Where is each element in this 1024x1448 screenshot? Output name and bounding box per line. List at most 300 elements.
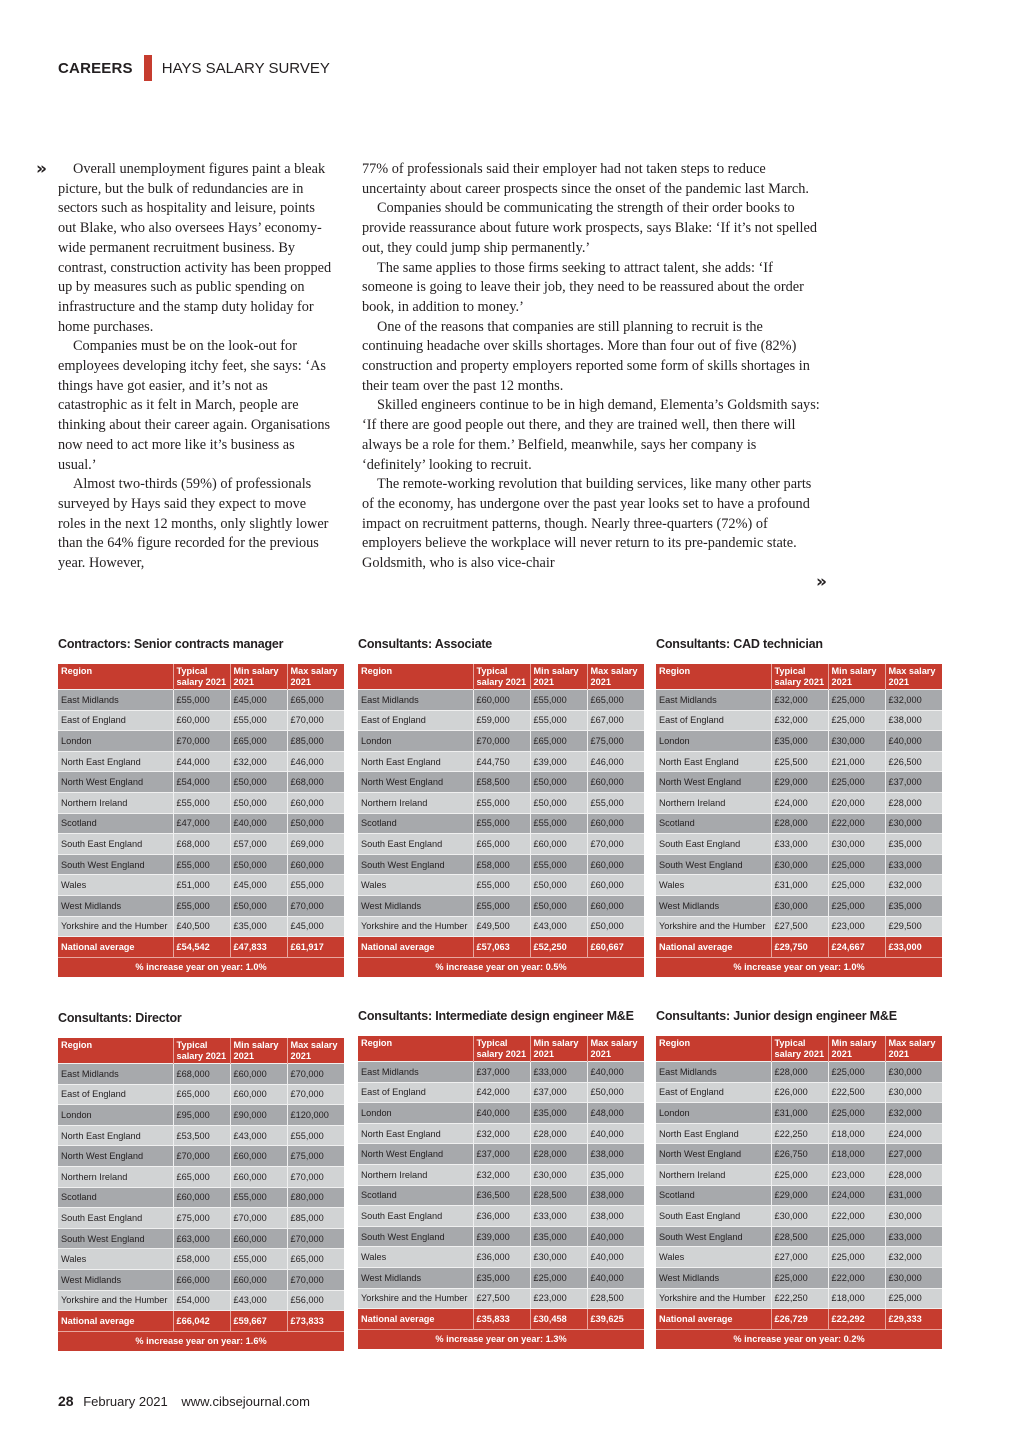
table-cell: £65,000 <box>173 1084 230 1105</box>
yoy-increase: % increase year on year: 1.0% <box>656 957 942 977</box>
table-row <box>656 916 942 937</box>
table-cell: £60,000 <box>587 875 644 896</box>
table-cell: £25,500 <box>771 751 828 772</box>
table-cell: £42,000 <box>473 1082 530 1103</box>
table-cell: South East England <box>656 834 771 855</box>
table-header-row <box>358 1036 644 1062</box>
table-cell: £55,000 <box>473 895 530 916</box>
table-cell: £30,000 <box>530 1247 587 1268</box>
table-cell: £46,000 <box>587 751 644 772</box>
table-cell: £40,000 <box>587 1247 644 1268</box>
column-header-typical: Typical salary 2021 <box>771 1036 828 1062</box>
column-header-typical: Typical salary 2021 <box>173 1038 230 1064</box>
table-cell: £27,000 <box>885 1144 942 1165</box>
table-cell: £55,000 <box>530 854 587 875</box>
table-row <box>58 1146 344 1167</box>
national-average-cell: £35,833 <box>473 1309 530 1329</box>
table-cell: £65,000 <box>230 731 287 752</box>
table-cell: £55,000 <box>473 792 530 813</box>
table-cell: East Midlands <box>58 690 173 711</box>
table-cell: £68,000 <box>173 834 230 855</box>
table-cell: Scotland <box>656 1185 771 1206</box>
page-footer <box>58 1393 310 1409</box>
table-cell: £51,000 <box>173 875 230 896</box>
table-cell: £58,500 <box>473 772 530 793</box>
table-cell: £65,000 <box>530 731 587 752</box>
table-row <box>58 875 344 896</box>
table-cell: £120,000 <box>287 1105 344 1126</box>
table-cell: £25,000 <box>771 1164 828 1185</box>
table-cell: £54,000 <box>173 772 230 793</box>
table-cell: £80,000 <box>287 1187 344 1208</box>
national-average-row <box>656 937 942 957</box>
table-row <box>58 690 344 711</box>
national-average-cell: National average <box>58 1311 173 1331</box>
table-cell: £60,000 <box>173 710 230 731</box>
table-cell: £60,000 <box>530 834 587 855</box>
table-cell: £35,000 <box>885 834 942 855</box>
column-header-max: Max salary 2021 <box>587 1036 644 1062</box>
table-cell: £18,000 <box>828 1288 885 1309</box>
table-row <box>358 813 644 834</box>
salary-table <box>358 1036 644 1329</box>
table-row <box>358 1164 644 1185</box>
article-start-chevron-icon: » <box>36 159 47 179</box>
table-cell: £20,000 <box>828 792 885 813</box>
table-row <box>656 834 942 855</box>
national-average-cell: £73,833 <box>287 1311 344 1331</box>
table-title: Consultants: Director <box>58 1011 182 1025</box>
table-row <box>58 731 344 752</box>
table-cell: £18,000 <box>828 1144 885 1165</box>
table-cell: £55,000 <box>287 875 344 896</box>
table-cell: £50,000 <box>230 854 287 875</box>
table-cell: £38,000 <box>587 1206 644 1227</box>
article-column-2 <box>362 160 822 574</box>
table-row <box>58 1228 344 1249</box>
table-cell: £31,000 <box>771 875 828 896</box>
table-cell: £36,000 <box>473 1206 530 1227</box>
table-cell: £30,000 <box>530 1164 587 1185</box>
table-cell: £28,000 <box>771 813 828 834</box>
table-cell: £25,000 <box>828 772 885 793</box>
table-cell: £45,000 <box>230 875 287 896</box>
table-row <box>656 1206 942 1227</box>
table-row <box>58 1208 344 1229</box>
national-average-cell: £22,292 <box>828 1309 885 1329</box>
table-row <box>58 1064 344 1085</box>
national-average-cell: National average <box>358 1309 473 1329</box>
table-cell: £37,000 <box>530 1082 587 1103</box>
national-average-cell: £59,667 <box>230 1311 287 1331</box>
table-row <box>656 1288 942 1309</box>
table-cell: £23,000 <box>828 916 885 937</box>
table-cell: £43,000 <box>530 916 587 937</box>
table-row <box>656 1103 942 1124</box>
table-cell: £55,000 <box>530 690 587 711</box>
table-row <box>358 854 644 875</box>
page-header <box>58 55 330 81</box>
table-cell: Northern Ireland <box>358 1164 473 1185</box>
table-row <box>358 916 644 937</box>
table-cell: £28,000 <box>530 1144 587 1165</box>
table-row <box>58 1290 344 1311</box>
table-cell: North West England <box>656 772 771 793</box>
column-header-max: Max salary 2021 <box>885 664 942 690</box>
table-cell: £23,000 <box>530 1288 587 1309</box>
table-cell: £30,000 <box>885 1206 942 1227</box>
table-cell: £44,000 <box>173 751 230 772</box>
table-cell: £46,000 <box>287 751 344 772</box>
table-cell: £47,000 <box>173 813 230 834</box>
table-cell: £65,000 <box>287 1249 344 1270</box>
table-cell: £35,000 <box>771 731 828 752</box>
table-cell: £70,000 <box>287 895 344 916</box>
table-cell: £33,000 <box>530 1206 587 1227</box>
table-cell: Yorkshire and the Humber <box>656 916 771 937</box>
table-cell: £70,000 <box>473 731 530 752</box>
table-cell: £75,000 <box>173 1208 230 1229</box>
table-cell: £70,000 <box>230 1208 287 1229</box>
table-title: Consultants: Junior design engineer M&E <box>656 1009 897 1023</box>
table-row <box>58 1249 344 1270</box>
table-row <box>358 751 644 772</box>
table-cell: £28,500 <box>771 1226 828 1247</box>
table-cell: East Midlands <box>358 1062 473 1083</box>
table-row <box>58 751 344 772</box>
salary-table <box>58 664 344 957</box>
table-cell: £28,500 <box>530 1185 587 1206</box>
table-cell: £26,000 <box>771 1082 828 1103</box>
table-cell: North West England <box>358 772 473 793</box>
table-cell: £32,000 <box>885 690 942 711</box>
table-cell: £33,000 <box>885 1226 942 1247</box>
table-cell: £65,000 <box>287 690 344 711</box>
table-cell: £55,000 <box>530 813 587 834</box>
table-row <box>358 1144 644 1165</box>
paragraph: Companies should be communicating the strength of their order books to provide reassurance about future work prospects, says Blake: ‘If it’s not spelled out, they could jump ship permanently.’ <box>362 200 817 256</box>
table-cell: Wales <box>656 1247 771 1268</box>
table-cell: London <box>656 1103 771 1124</box>
table-cell: £50,000 <box>230 792 287 813</box>
table-row <box>358 834 644 855</box>
column-header-min: Min salary 2021 <box>230 1038 287 1064</box>
table-cell: North East England <box>656 1123 771 1144</box>
table-row <box>656 895 942 916</box>
table-cell: £29,000 <box>771 772 828 793</box>
column-header-region: Region <box>656 1036 771 1062</box>
national-average-cell: £24,667 <box>828 937 885 957</box>
table-row <box>656 690 942 711</box>
yoy-increase: % increase year on year: 0.5% <box>358 957 644 977</box>
table-cell: Yorkshire and the Humber <box>656 1288 771 1309</box>
table-cell: £40,000 <box>473 1103 530 1124</box>
table-row <box>656 792 942 813</box>
table-cell: £39,000 <box>530 751 587 772</box>
table-cell: £28,000 <box>885 792 942 813</box>
table-row <box>656 1062 942 1083</box>
national-average-row <box>58 1311 344 1331</box>
table-cell: £90,000 <box>230 1105 287 1126</box>
table-cell: East Midlands <box>656 1062 771 1083</box>
table-cell: £26,750 <box>771 1144 828 1165</box>
table-cell: £25,000 <box>828 875 885 896</box>
table-row <box>656 710 942 731</box>
table-cell: Yorkshire and the Humber <box>58 1290 173 1311</box>
table-cell: £22,500 <box>828 1082 885 1103</box>
table-cell: East of England <box>358 710 473 731</box>
table-cell: £28,500 <box>587 1288 644 1309</box>
table-cell: £22,250 <box>771 1288 828 1309</box>
table-cell: £25,000 <box>828 710 885 731</box>
table-cell: £32,000 <box>230 751 287 772</box>
salary-table-block <box>656 1008 942 1349</box>
table-cell: £43,000 <box>230 1125 287 1146</box>
table-cell: £21,000 <box>828 751 885 772</box>
table-cell: North East England <box>58 1125 173 1146</box>
table-cell: £70,000 <box>587 834 644 855</box>
table-cell: South East England <box>58 1208 173 1229</box>
column-header-region: Region <box>358 664 473 690</box>
website-url: www.cibsejournal.com <box>181 1394 310 1409</box>
issue-date: February 2021 <box>83 1394 168 1409</box>
table-cell: £29,000 <box>771 1185 828 1206</box>
column-header-typical: Typical salary 2021 <box>473 1036 530 1062</box>
table-header-row <box>656 664 942 690</box>
table-cell: London <box>58 731 173 752</box>
table-row <box>358 1226 644 1247</box>
national-average-cell: £61,917 <box>287 937 344 957</box>
table-cell: £60,000 <box>587 813 644 834</box>
table-cell: £58,000 <box>473 854 530 875</box>
table-cell: £43,000 <box>230 1290 287 1311</box>
column-header-typical: Typical salary 2021 <box>173 664 230 690</box>
national-average-cell: £60,667 <box>587 937 644 957</box>
table-cell: West Midlands <box>58 1269 173 1290</box>
table-cell: West Midlands <box>58 895 173 916</box>
table-cell: £40,500 <box>173 916 230 937</box>
table-cell: £35,000 <box>587 1164 644 1185</box>
continue-chevron-icon: » <box>816 572 827 592</box>
page-number: 28 <box>58 1393 74 1409</box>
table-row <box>58 1125 344 1146</box>
table-cell: £70,000 <box>287 1269 344 1290</box>
table-row <box>58 854 344 875</box>
table-cell: £50,000 <box>587 1082 644 1103</box>
table-cell: South West England <box>656 854 771 875</box>
table-row <box>656 1144 942 1165</box>
column-header-min: Min salary 2021 <box>230 664 287 690</box>
table-cell: £29,500 <box>885 916 942 937</box>
table-cell: £63,000 <box>173 1228 230 1249</box>
column-header-region: Region <box>58 1038 173 1064</box>
table-cell: London <box>656 731 771 752</box>
table-cell: South East England <box>358 1206 473 1227</box>
table-row <box>656 1164 942 1185</box>
table-cell: Yorkshire and the Humber <box>358 1288 473 1309</box>
table-cell: £70,000 <box>287 1228 344 1249</box>
table-row <box>656 813 942 834</box>
table-cell: £24,000 <box>885 1123 942 1144</box>
table-row <box>358 731 644 752</box>
table-cell: North East England <box>358 751 473 772</box>
national-average-cell: £29,333 <box>885 1309 942 1329</box>
salary-table-block <box>358 636 644 977</box>
table-cell: £30,000 <box>771 895 828 916</box>
table-row <box>358 1206 644 1227</box>
table-cell: £30,000 <box>828 834 885 855</box>
table-cell: £66,000 <box>173 1269 230 1290</box>
table-cell: £65,000 <box>587 690 644 711</box>
table-row <box>656 1247 942 1268</box>
table-cell: £40,000 <box>587 1267 644 1288</box>
salary-table <box>58 1038 344 1331</box>
table-cell: £95,000 <box>173 1105 230 1126</box>
paragraph: The remote-working revolution that building services, like many other parts of the economy, has undergone over the past year looks set to have a profound impact on recruitment patterns, though. Nearly three-quarters (72%) of employers believe the workplace will never return to its pre-pandemic state. Goldsmith, who is also vice-chair <box>362 476 812 572</box>
table-cell: Wales <box>58 875 173 896</box>
table-cell: £26,500 <box>885 751 942 772</box>
salary-table-block <box>358 1008 644 1349</box>
national-average-cell: £33,000 <box>885 937 942 957</box>
table-cell: £24,000 <box>828 1185 885 1206</box>
table-cell: Northern Ireland <box>58 792 173 813</box>
table-cell: £55,000 <box>173 895 230 916</box>
table-cell: £55,000 <box>473 875 530 896</box>
table-cell: £40,000 <box>587 1062 644 1083</box>
table-cell: £60,000 <box>587 895 644 916</box>
table-cell: South East England <box>58 834 173 855</box>
table-cell: £60,000 <box>587 772 644 793</box>
column-header-max: Max salary 2021 <box>885 1036 942 1062</box>
table-row <box>656 1226 942 1247</box>
table-cell: £75,000 <box>287 1146 344 1167</box>
table-cell: Scotland <box>358 813 473 834</box>
national-average-cell: National average <box>656 937 771 957</box>
national-average-cell: £54,542 <box>173 937 230 957</box>
table-cell: Northern Ireland <box>358 792 473 813</box>
table-cell: South West England <box>358 854 473 875</box>
table-cell: £25,000 <box>828 1062 885 1083</box>
table-cell: £32,000 <box>771 710 828 731</box>
table-cell: £60,000 <box>230 1269 287 1290</box>
table-row <box>58 916 344 937</box>
table-cell: £25,000 <box>828 854 885 875</box>
yoy-increase: % increase year on year: 1.0% <box>58 957 344 977</box>
table-cell: £37,000 <box>885 772 942 793</box>
table-cell: £35,000 <box>885 895 942 916</box>
table-cell: North East England <box>656 751 771 772</box>
national-average-row <box>656 1309 942 1329</box>
table-cell: £60,000 <box>230 1064 287 1085</box>
table-cell: £22,000 <box>828 1267 885 1288</box>
table-row <box>58 1269 344 1290</box>
table-cell: £37,000 <box>473 1144 530 1165</box>
table-cell: £53,500 <box>173 1125 230 1146</box>
table-cell: £55,000 <box>230 1187 287 1208</box>
salary-table <box>656 1036 942 1329</box>
table-cell: £28,000 <box>530 1123 587 1144</box>
paragraph: Companies must be on the look-out for employees developing itchy feet, she says: ‘As things have got easier, and it’s not as catastrophic as it felt in March, people are thinking about their career again. Organisations now need to act more like it’s business as usual.’ <box>58 338 331 473</box>
paragraph: Overall unemployment figures paint a bleak picture, but the bulk of redundancies are in sectors such as hospitality and leisure, points out Blake, who also oversees Hays’ economy-wide permanent recruitment business. By contrast, construction activity has been propped up by measures such as public spending on infrastructure and the stamp duty holiday for home purchases. <box>58 161 332 335</box>
section-label: CAREERS <box>58 59 133 77</box>
table-cell: South West England <box>358 1226 473 1247</box>
table-cell: £60,000 <box>230 1146 287 1167</box>
table-cell: £55,000 <box>173 792 230 813</box>
column-header-min: Min salary 2021 <box>530 664 587 690</box>
salary-table <box>358 664 644 957</box>
table-cell: £25,000 <box>828 690 885 711</box>
table-cell: £27,500 <box>771 916 828 937</box>
yoy-increase: % increase year on year: 1.3% <box>358 1329 644 1349</box>
table-cell: £33,000 <box>771 834 828 855</box>
national-average-cell: National average <box>58 937 173 957</box>
paragraph: Almost two-thirds (59%) of professionals surveyed by Hays said they expect to move roles in the next 12 months, only slightly lower than the 64% figure recorded for the previous year. However, <box>58 476 329 572</box>
table-cell: £59,000 <box>473 710 530 731</box>
table-cell: £32,000 <box>885 875 942 896</box>
table-cell: £27,500 <box>473 1288 530 1309</box>
table-cell: £32,000 <box>885 1247 942 1268</box>
table-cell: £35,000 <box>473 1267 530 1288</box>
article-column-1 <box>58 160 333 574</box>
table-cell: £65,000 <box>473 834 530 855</box>
table-row <box>58 710 344 731</box>
table-cell: London <box>58 1105 173 1126</box>
table-cell: £70,000 <box>287 710 344 731</box>
table-cell: £67,000 <box>587 710 644 731</box>
column-header-min: Min salary 2021 <box>828 1036 885 1062</box>
national-average-row <box>58 937 344 957</box>
table-cell: South East England <box>358 834 473 855</box>
table-cell: Northern Ireland <box>656 792 771 813</box>
table-cell: £38,000 <box>587 1185 644 1206</box>
table-cell: Scotland <box>656 813 771 834</box>
table-row <box>58 1105 344 1126</box>
table-cell: £27,000 <box>771 1247 828 1268</box>
table-cell: £31,000 <box>771 1103 828 1124</box>
table-header-row <box>656 1036 942 1062</box>
table-cell: £58,000 <box>173 1249 230 1270</box>
table-cell: £36,500 <box>473 1185 530 1206</box>
table-cell: £45,000 <box>287 916 344 937</box>
table-row <box>656 751 942 772</box>
table-cell: £31,000 <box>885 1185 942 1206</box>
table-row <box>358 1247 644 1268</box>
national-average-cell: National average <box>656 1309 771 1329</box>
paragraph: The same applies to those firms seeking to attract talent, she adds: ‘If someone is going to leave their job, they need to be reassured about the order book, in addition to money.’ <box>362 259 804 315</box>
table-cell: £30,000 <box>885 1062 942 1083</box>
table-cell: South West England <box>656 1226 771 1247</box>
table-row <box>58 813 344 834</box>
table-cell: East of England <box>656 710 771 731</box>
table-cell: £38,000 <box>587 1144 644 1165</box>
table-row <box>58 1166 344 1187</box>
table-cell: £70,000 <box>287 1064 344 1085</box>
table-cell: North West England <box>656 1144 771 1165</box>
table-cell: West Midlands <box>358 1267 473 1288</box>
table-cell: Northern Ireland <box>58 1166 173 1187</box>
table-cell: South East England <box>656 1206 771 1227</box>
table-cell: £50,000 <box>530 895 587 916</box>
column-header-typical: Typical salary 2021 <box>473 664 530 690</box>
table-cell: Northern Ireland <box>656 1164 771 1185</box>
table-cell: South West England <box>58 854 173 875</box>
table-cell: £48,000 <box>587 1103 644 1124</box>
table-cell: £85,000 <box>287 1208 344 1229</box>
table-header-row <box>58 1038 344 1064</box>
table-cell: £68,000 <box>173 1064 230 1085</box>
table-cell: £56,000 <box>287 1290 344 1311</box>
national-average-cell: £57,063 <box>473 937 530 957</box>
